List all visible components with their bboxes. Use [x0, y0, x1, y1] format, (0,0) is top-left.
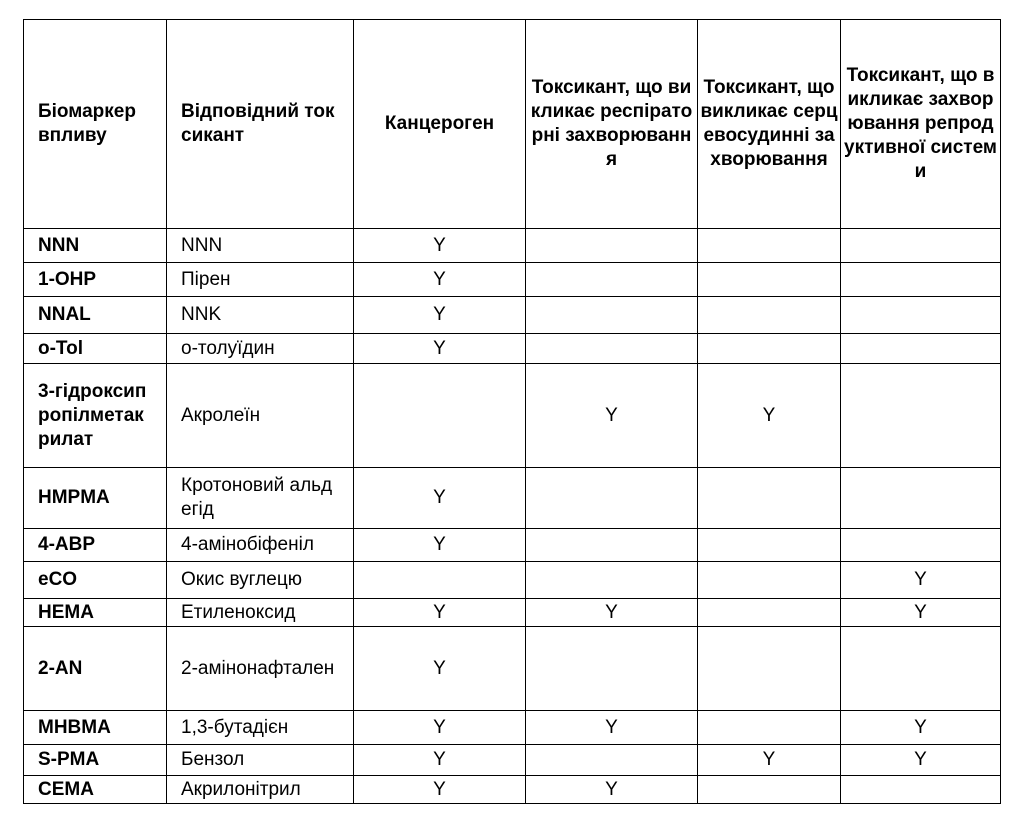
carcinogen-flag: Y	[354, 599, 526, 627]
table-row	[24, 745, 1001, 776]
cardiovascular-flag	[698, 599, 841, 627]
toxicant-cell: Етиленоксид	[167, 599, 354, 627]
toxicant-cell: 1,3-бутадієн	[167, 711, 354, 745]
carcinogen-flag	[354, 562, 526, 599]
biomarker-cell: MHBMA	[24, 711, 167, 745]
respiratory-flag	[526, 263, 698, 297]
reproductive-flag: Y	[841, 711, 1001, 745]
table-row	[24, 562, 1001, 599]
respiratory-flag	[526, 468, 698, 529]
reproductive-flag	[841, 468, 1001, 529]
cardiovascular-flag: Y	[698, 364, 841, 468]
cardiovascular-flag	[698, 776, 841, 804]
reproductive-flag	[841, 297, 1001, 334]
biomarker-cell: HEMA	[24, 599, 167, 627]
toxicant-cell: NNN	[167, 229, 354, 263]
header-biomarker: Біомаркер впливу	[24, 20, 167, 229]
table-row	[24, 776, 1001, 804]
header-row	[24, 20, 1001, 229]
respiratory-flag: Y	[526, 364, 698, 468]
biomarker-cell: NNN	[24, 229, 167, 263]
reproductive-flag	[841, 263, 1001, 297]
table-row	[24, 468, 1001, 529]
biomarker-cell: NNAL	[24, 297, 167, 334]
respiratory-flag: Y	[526, 599, 698, 627]
toxicant-cell: Окис вуглецю	[167, 562, 354, 599]
respiratory-flag	[526, 334, 698, 364]
biomarker-cell: 1-OHP	[24, 263, 167, 297]
toxicant-cell: о-толуїдин	[167, 334, 354, 364]
carcinogen-flag: Y	[354, 529, 526, 562]
carcinogen-flag: Y	[354, 711, 526, 745]
biomarker-cell: HMPMA	[24, 468, 167, 529]
cardiovascular-flag	[698, 468, 841, 529]
toxicant-cell: Бензол	[167, 745, 354, 776]
table-row	[24, 364, 1001, 468]
table-row	[24, 529, 1001, 562]
carcinogen-flag	[354, 364, 526, 468]
biomarker-cell: o-Tol	[24, 334, 167, 364]
cardiovascular-flag	[698, 263, 841, 297]
biomarker-cell: 2-AN	[24, 627, 167, 711]
reproductive-flag	[841, 229, 1001, 263]
reproductive-flag	[841, 529, 1001, 562]
toxicant-cell: 2-амінонафтален	[167, 627, 354, 711]
carcinogen-flag: Y	[354, 263, 526, 297]
toxicant-cell: NNK	[167, 297, 354, 334]
toxicant-cell: Акрилонітрил	[167, 776, 354, 804]
carcinogen-flag: Y	[354, 229, 526, 263]
table-row	[24, 297, 1001, 334]
cardiovascular-flag	[698, 627, 841, 711]
cardiovascular-flag	[698, 297, 841, 334]
carcinogen-flag: Y	[354, 334, 526, 364]
cardiovascular-flag	[698, 562, 841, 599]
carcinogen-flag: Y	[354, 468, 526, 529]
table-row	[24, 334, 1001, 364]
toxicant-cell: 4-амінобіфеніл	[167, 529, 354, 562]
toxicant-cell: Акролеїн	[167, 364, 354, 468]
table-row	[24, 599, 1001, 627]
cardiovascular-flag	[698, 711, 841, 745]
respiratory-flag	[526, 297, 698, 334]
table-row	[24, 627, 1001, 711]
reproductive-flag	[841, 364, 1001, 468]
header-respiratory: Токсикант, що викликає респіраторні захворювання	[526, 20, 698, 229]
respiratory-flag	[526, 745, 698, 776]
reproductive-flag: Y	[841, 562, 1001, 599]
biomarker-cell: S-PMA	[24, 745, 167, 776]
toxicant-cell: Пірен	[167, 263, 354, 297]
carcinogen-flag: Y	[354, 297, 526, 334]
table-row	[24, 263, 1001, 297]
biomarker-cell: 4-ABP	[24, 529, 167, 562]
reproductive-flag	[841, 627, 1001, 711]
respiratory-flag	[526, 627, 698, 711]
header-cardiovascular: Токсикант, що викликає серцевосудинні захворювання	[698, 20, 841, 229]
header-carcinogen: Канцероген	[354, 20, 526, 229]
cardiovascular-flag	[698, 334, 841, 364]
reproductive-flag	[841, 334, 1001, 364]
toxicant-cell: Кротоновий альдегід	[167, 468, 354, 529]
respiratory-flag: Y	[526, 711, 698, 745]
table-row	[24, 229, 1001, 263]
carcinogen-flag: Y	[354, 627, 526, 711]
biomarker-table	[23, 19, 1001, 804]
cardiovascular-flag: Y	[698, 745, 841, 776]
reproductive-flag: Y	[841, 745, 1001, 776]
carcinogen-flag: Y	[354, 776, 526, 804]
respiratory-flag: Y	[526, 776, 698, 804]
reproductive-flag	[841, 776, 1001, 804]
biomarker-cell: eCO	[24, 562, 167, 599]
respiratory-flag	[526, 229, 698, 263]
biomarker-cell: 3-гідроксипропілметакрилат	[24, 364, 167, 468]
reproductive-flag: Y	[841, 599, 1001, 627]
respiratory-flag	[526, 529, 698, 562]
table-row	[24, 711, 1001, 745]
cardiovascular-flag	[698, 529, 841, 562]
header-toxicant: Відповідний токсикант	[167, 20, 354, 229]
respiratory-flag	[526, 562, 698, 599]
carcinogen-flag: Y	[354, 745, 526, 776]
biomarker-cell: CEMA	[24, 776, 167, 804]
header-reproductive: Токсикант, що викликає захворювання репродуктивної системи	[841, 20, 1001, 229]
cardiovascular-flag	[698, 229, 841, 263]
